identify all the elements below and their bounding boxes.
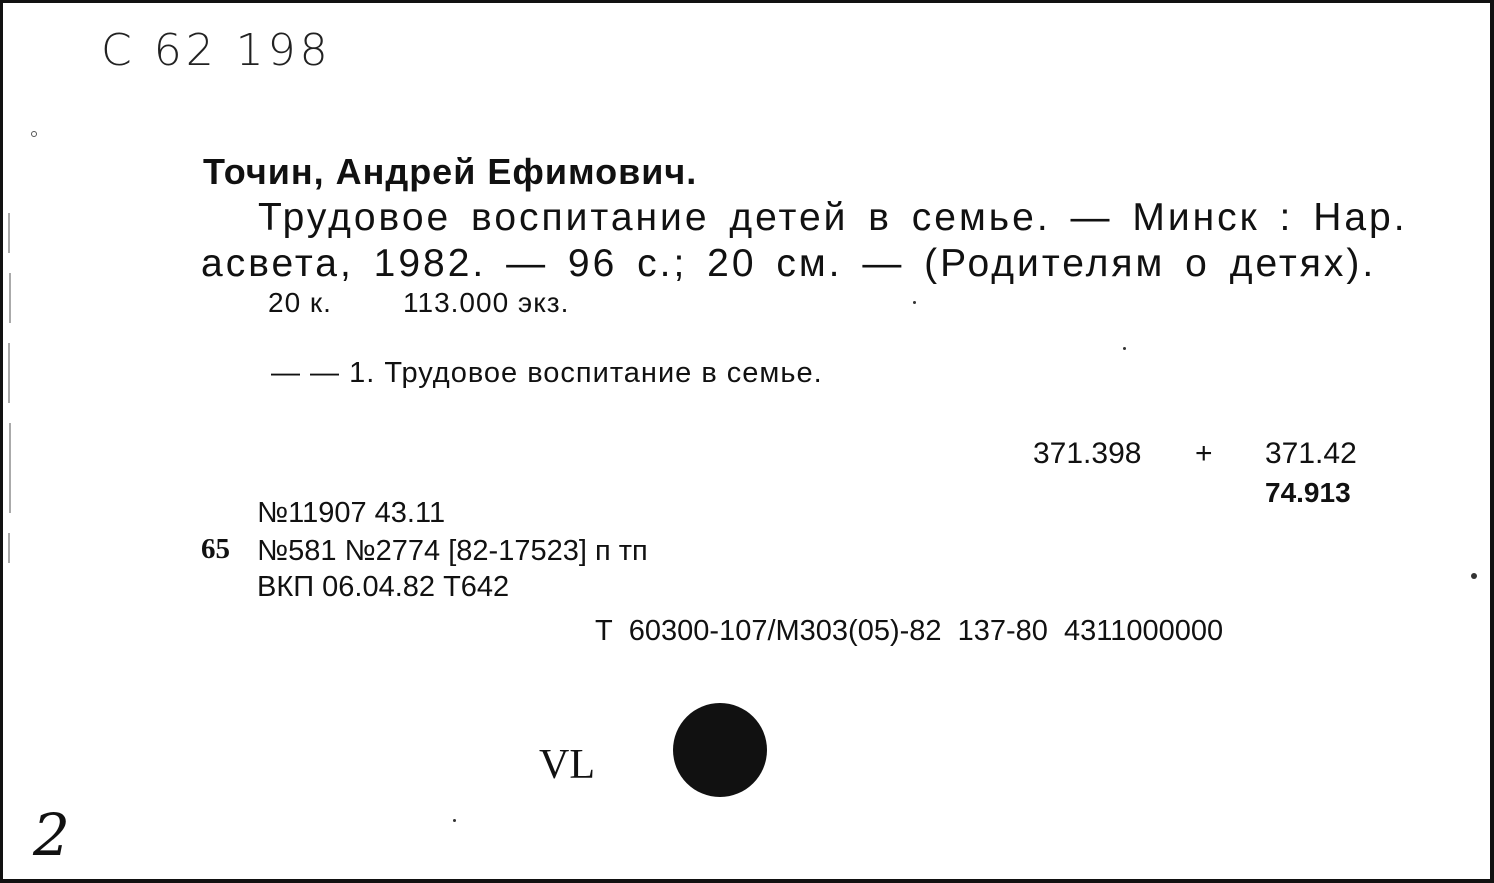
classification-secondary: 371.42 [1265, 437, 1357, 470]
registry-code-4: Т 60300-107/М303(05)-82 137-80 4311000000 [595, 615, 1224, 647]
punch-hole-dot [673, 703, 767, 797]
registry-code-1: №11907 43.11 [257, 497, 446, 529]
speck [453, 819, 456, 822]
price: 20 к. [268, 287, 332, 318]
vl-stamp: VL [539, 742, 595, 788]
description-line-1: Трудовое воспитание детей в семье. — Минск : Нар. [258, 196, 1408, 239]
left-edge-scan-marks [7, 213, 13, 573]
handwritten-mark: 2 [33, 801, 70, 869]
classification-bbk: 74.913 [1265, 477, 1351, 508]
registry-code-2: №581 №2774 [82-17523] п тп [257, 535, 648, 567]
call-number: C 62 198 [101, 25, 332, 76]
print-run: 113.000 экз. [403, 287, 570, 318]
classification-plus: + [1195, 437, 1213, 470]
registry-code-3: ВКП 06.04.82 Т642 [257, 571, 510, 603]
subject-heading: — — 1. Трудовое воспитание в семье. [271, 357, 823, 389]
author-heading: Точин, Андрей Ефимович. [203, 151, 698, 192]
speck [1123, 347, 1126, 350]
speck [1471, 573, 1477, 579]
speck [31, 131, 37, 137]
speck [913, 301, 916, 304]
classification-primary: 371.398 [1033, 437, 1142, 470]
registry-prefix: 65 [201, 533, 230, 565]
description-line-2: асвета, 1982. — 96 с.; 20 см. — (Родителям о детях). [201, 242, 1377, 285]
